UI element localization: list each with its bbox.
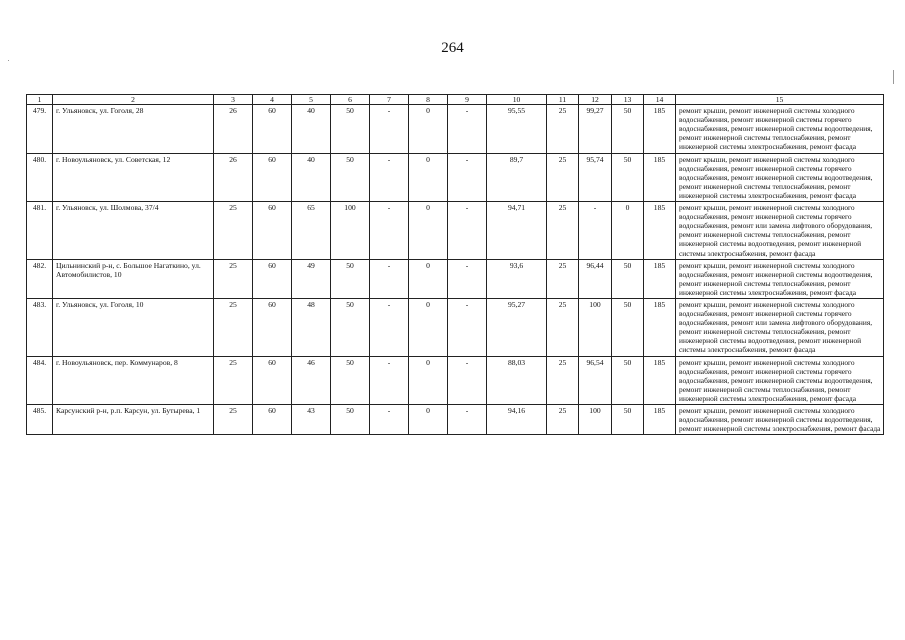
cell-col-14: 185: [644, 153, 676, 201]
cell-col-6: 50: [331, 153, 370, 201]
cell-col-13: 50: [612, 105, 644, 153]
cell-col-4: 60: [253, 153, 292, 201]
cell-col-12: -: [579, 202, 612, 260]
cell-col-7: -: [370, 356, 409, 404]
cell-col-10: 95,27: [487, 298, 547, 356]
header-row: [27, 95, 884, 105]
cell-col-3: 25: [214, 259, 253, 298]
cell-col-14: 185: [644, 405, 676, 435]
cell-repair-works: ремонт крыши, ремонт инженерной системы холодного водоснабжения, ремонт инженерной системы горячего водоснабжения, ремонт или замена лифтового оборудования, ремонт инженерной системы теплоснабжения, ремонт инженерной системы водоотведения, ремонт инженерной системы электроснабжения, ремонт фасада: [676, 298, 884, 356]
cell-col-3: 25: [214, 202, 253, 260]
cell-col-13: 50: [612, 153, 644, 201]
cell-col-5: 43: [292, 405, 331, 435]
scan-mark-left: [8, 60, 9, 61]
cell-address: г. Новоульяновск, ул. Советская, 12: [53, 153, 214, 201]
cell-col-13: 50: [612, 356, 644, 404]
cell-repair-works: ремонт крыши, ремонт инженерной системы холодного водоснабжения, ремонт инженерной системы горячего водоснабжения, ремонт инженерной системы водоотведения, ремонт инженерной системы теплоснабжения, ремонт инженерной системы электроснабжения, ремонт фасада: [676, 105, 884, 153]
cell-col-6: 50: [331, 405, 370, 435]
cell-row-number: 481.: [27, 202, 53, 260]
table-row: [27, 259, 884, 298]
cell-repair-works: ремонт крыши, ремонт инженерной системы холодного водоснабжения, ремонт инженерной системы горячего водоснабжения, ремонт или замена лифтового оборудования, ремонт инженерной системы теплоснабжения, ремонт инженерной системы водоотведения, ремонт инженерной системы электроснабжения, ремонт фасада: [676, 202, 884, 260]
cell-col-11: 25: [547, 105, 579, 153]
cell-repair-works: ремонт крыши, ремонт инженерной системы холодного водоснабжения, ремонт инженерной системы горячего водоснабжения, ремонт инженерной системы водоотведения, ремонт инженерной системы теплоснабжения, ремонт инженерной системы электроснабжения, ремонт фасада: [676, 356, 884, 404]
cell-col-11: 25: [547, 259, 579, 298]
cell-row-number: 482.: [27, 259, 53, 298]
cell-col-14: 185: [644, 202, 676, 260]
cell-col-6: 100: [331, 202, 370, 260]
cell-address: г. Новоульяновск, пер. Коммунаров, 8: [53, 356, 214, 404]
cell-col-7: -: [370, 259, 409, 298]
cell-col-7: -: [370, 202, 409, 260]
table-row: [27, 105, 884, 153]
cell-row-number: 480.: [27, 153, 53, 201]
cell-col-7: -: [370, 405, 409, 435]
cell-col-3: 26: [214, 153, 253, 201]
table-row: [27, 202, 884, 260]
table-row: [27, 405, 884, 435]
cell-col-11: 25: [547, 298, 579, 356]
column-header-13: 13: [612, 95, 644, 105]
cell-row-number: 483.: [27, 298, 53, 356]
column-header-14: 14: [644, 95, 676, 105]
cell-col-7: -: [370, 153, 409, 201]
cell-col-14: 185: [644, 105, 676, 153]
cell-col-5: 40: [292, 153, 331, 201]
cell-col-8: 0: [409, 298, 448, 356]
cell-col-12: 100: [579, 405, 612, 435]
cell-col-10: 93,6: [487, 259, 547, 298]
cell-col-12: 99,27: [579, 105, 612, 153]
column-header-10: 10: [487, 95, 547, 105]
cell-col-12: 96,54: [579, 356, 612, 404]
cell-repair-works: ремонт крыши, ремонт инженерной системы холодного водоснабжения, ремонт инженерной системы водоотведения, ремонт инженерной системы теплоснабжения, ремонт инженерной системы электроснабжения, ремонт фасада: [676, 259, 884, 298]
cell-col-12: 95,74: [579, 153, 612, 201]
cell-repair-works: ремонт крыши, ремонт инженерной системы холодного водоснабжения, ремонт инженерной системы водоотведения, ремонт инженерной системы электроснабжения, ремонт фасада: [676, 405, 884, 435]
cell-col-3: 25: [214, 298, 253, 356]
cell-col-5: 49: [292, 259, 331, 298]
cell-col-9: -: [448, 356, 487, 404]
cell-col-9: -: [448, 105, 487, 153]
cell-col-11: 25: [547, 202, 579, 260]
cell-row-number: 479.: [27, 105, 53, 153]
cell-col-6: 50: [331, 298, 370, 356]
cell-col-6: 50: [331, 259, 370, 298]
cell-col-4: 60: [253, 202, 292, 260]
cell-col-13: 50: [612, 259, 644, 298]
table-row: [27, 153, 884, 201]
cell-col-14: 185: [644, 356, 676, 404]
cell-col-8: 0: [409, 153, 448, 201]
cell-col-11: 25: [547, 153, 579, 201]
cell-col-14: 185: [644, 259, 676, 298]
column-header-6: 6: [331, 95, 370, 105]
cell-col-11: 25: [547, 356, 579, 404]
cell-col-13: 50: [612, 405, 644, 435]
column-header-12: 12: [579, 95, 612, 105]
column-header-8: 8: [409, 95, 448, 105]
cell-col-10: 89,7: [487, 153, 547, 201]
cell-col-5: 46: [292, 356, 331, 404]
cell-col-13: 0: [612, 202, 644, 260]
column-header-7: 7: [370, 95, 409, 105]
column-header-11: 11: [547, 95, 579, 105]
table-row: [27, 298, 884, 356]
table-body: [27, 105, 884, 435]
cell-col-4: 60: [253, 405, 292, 435]
column-header-2: 2: [53, 95, 214, 105]
cell-col-8: 0: [409, 105, 448, 153]
cell-col-12: 96,44: [579, 259, 612, 298]
cell-address: Цильнинский р-н, с. Большое Нагаткино, ул. Автомобилистов, 10: [53, 259, 214, 298]
column-header-3: 3: [214, 95, 253, 105]
cell-col-6: 50: [331, 105, 370, 153]
cell-col-3: 25: [214, 356, 253, 404]
column-header-5: 5: [292, 95, 331, 105]
cell-repair-works: ремонт крыши, ремонт инженерной системы холодного водоснабжения, ремонт инженерной системы горячего водоснабжения, ремонт инженерной системы водоотведения, ремонт инженерной системы теплоснабжения, ремонт инженерной системы электроснабжения, ремонт фасада: [676, 153, 884, 201]
cell-col-3: 25: [214, 405, 253, 435]
cell-address: Карсунский р-н, р.п. Карсун, ул. Бутырева, 1: [53, 405, 214, 435]
cell-col-8: 0: [409, 202, 448, 260]
cell-col-9: -: [448, 202, 487, 260]
cell-col-3: 26: [214, 105, 253, 153]
cell-col-10: 94,16: [487, 405, 547, 435]
column-header-15: 15: [676, 95, 884, 105]
column-header-4: 4: [253, 95, 292, 105]
cell-col-9: -: [448, 259, 487, 298]
cell-col-6: 50: [331, 356, 370, 404]
page-number: 264: [441, 40, 464, 56]
cell-col-5: 48: [292, 298, 331, 356]
cell-col-14: 185: [644, 298, 676, 356]
cell-row-number: 485.: [27, 405, 53, 435]
cell-col-7: -: [370, 298, 409, 356]
scan-mark-right: [893, 70, 894, 84]
cell-col-9: -: [448, 405, 487, 435]
cell-col-4: 60: [253, 105, 292, 153]
cell-col-12: 100: [579, 298, 612, 356]
cell-col-13: 50: [612, 298, 644, 356]
cell-col-10: 88,03: [487, 356, 547, 404]
cell-col-5: 65: [292, 202, 331, 260]
cell-col-10: 95,55: [487, 105, 547, 153]
column-header-1: 1: [27, 95, 53, 105]
cell-address: г. Ульяновск, ул. Шолмова, 37/4: [53, 202, 214, 260]
cell-col-8: 0: [409, 356, 448, 404]
cell-col-11: 25: [547, 405, 579, 435]
cell-col-5: 40: [292, 105, 331, 153]
table-row: [27, 356, 884, 404]
cell-col-10: 94,71: [487, 202, 547, 260]
cell-col-9: -: [448, 153, 487, 201]
cell-col-7: -: [370, 105, 409, 153]
cell-address: г. Ульяновск, ул. Гоголя, 10: [53, 298, 214, 356]
data-table: [26, 94, 884, 435]
column-header-9: 9: [448, 95, 487, 105]
cell-col-9: -: [448, 298, 487, 356]
cell-col-4: 60: [253, 356, 292, 404]
cell-row-number: 484.: [27, 356, 53, 404]
cell-col-8: 0: [409, 259, 448, 298]
cell-col-8: 0: [409, 405, 448, 435]
cell-address: г. Ульяновск, ул. Гоголя, 28: [53, 105, 214, 153]
cell-col-4: 60: [253, 298, 292, 356]
cell-col-4: 60: [253, 259, 292, 298]
